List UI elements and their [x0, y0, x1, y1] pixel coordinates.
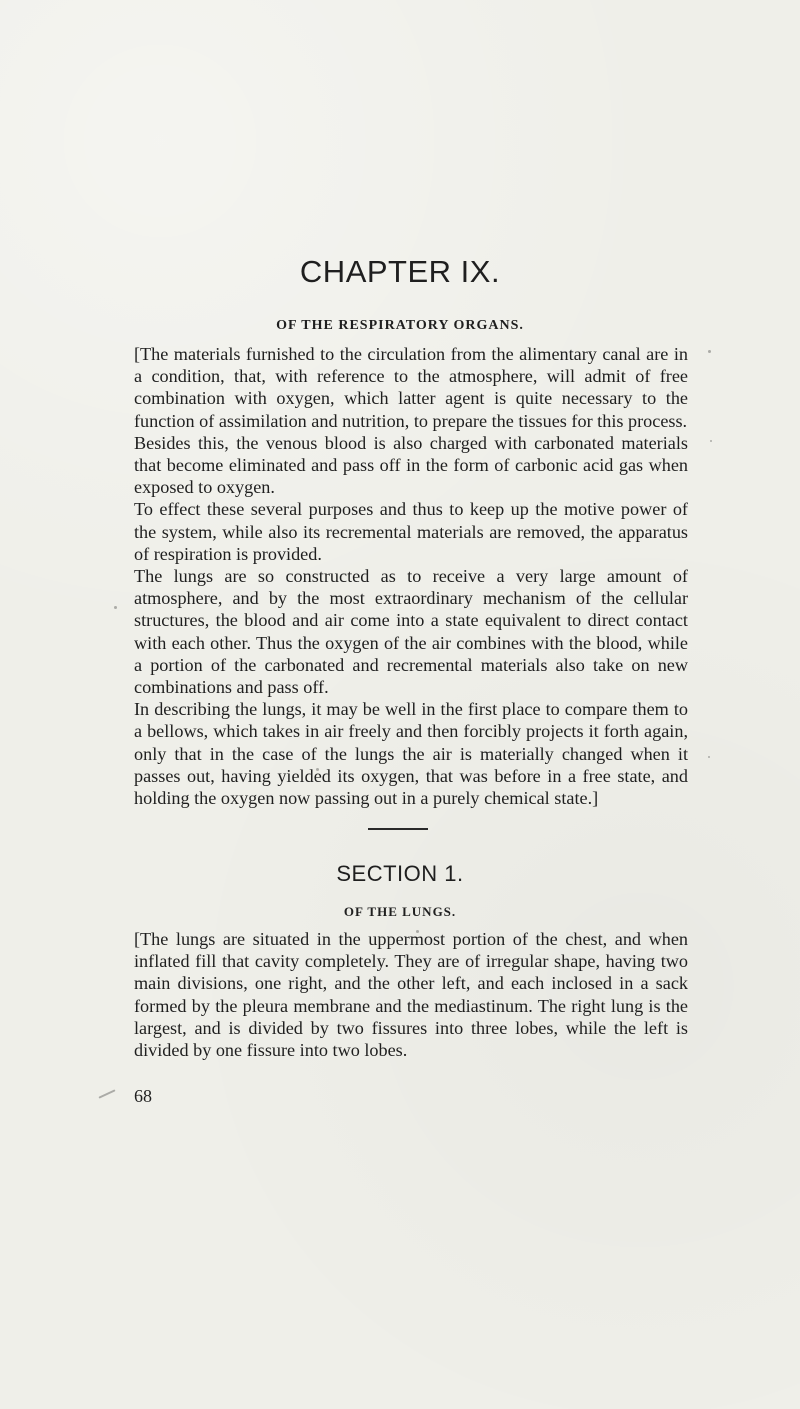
intro-paragraph: [The materials furnished to the circulation from the alimentary canal are in a condition, that, with reference to the atmosphere, will admit of free combination with oxygen, which latter agent is quite necessary to the function of assimilation and nutrition, to prepare the tissues for this process.	[134, 344, 688, 431]
page-number: 68	[134, 1086, 152, 1106]
chapter-subtitle: OF THE RESPIRATORY ORGANS.	[276, 318, 524, 333]
chapter-title: CHAPTER IX.	[299, 254, 501, 289]
page-speck	[114, 606, 117, 609]
page-speck	[708, 350, 711, 353]
intro-text-block	[134, 343, 688, 809]
intro-paragraph: Besides this, the venous blood is also charged with carbonated materials that become eliminated and pass off in the form of carbonic acid gas when exposed to oxygen.	[134, 432, 688, 498]
section-title: SECTION 1.	[336, 861, 464, 886]
intro-paragraph: The lungs are so constructed as to receive a very large amount of atmosphere, and by the most extraordinary mechanism of the cellular structures, the blood and air come into a state equivalent to direct contact with each other. Thus the oxygen of the air combines with the blood, while a portion of the carbonated and recremental materials also take on new combinations and pass off.	[134, 566, 688, 698]
page-speck	[710, 440, 712, 442]
section-subtitle: OF THE LUNGS.	[343, 904, 457, 919]
section-text-block	[134, 928, 688, 1061]
section-paragraph: [The lungs are situated in the uppermost portion of the chest, and when inflated fill that cavity completely. They are of irregular shape, having two main divisions, one right, and the other left, and each inclosed in a sack formed by the pleura membrane and the mediastinum. The right lung is the largest, and is divided by two fissures into three lobes, while the left is divided by one fissure into two lobes.	[134, 929, 688, 1061]
intro-paragraph: In describing the lungs, it may be well in the first place to compare them to a bellows, which takes in air freely and then forcibly projects it forth again, only that in the case of the lungs the air is materially changed when it passes out, having yielded its oxygen, that was before in a free state, and holding the oxygen now passing out in a purely chemical state.]	[134, 699, 688, 809]
page-speck	[708, 756, 710, 758]
intro-paragraph: To effect these several purposes and thus to keep up the motive power of the system, while also its recremental materials are removed, the apparatus of respiration is provided.	[134, 499, 688, 564]
section-divider	[368, 828, 428, 830]
